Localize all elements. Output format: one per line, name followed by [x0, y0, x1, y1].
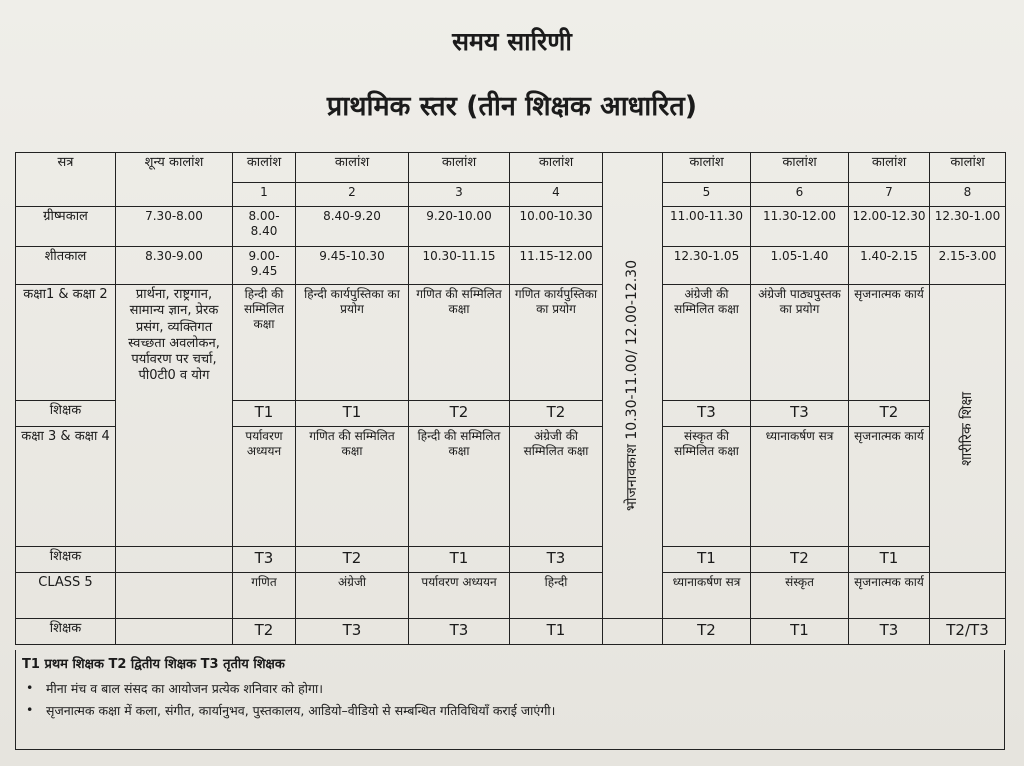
teacher-cell: T2	[849, 401, 930, 427]
subject-cell: गणित की सम्मिलित कक्षा	[409, 285, 510, 401]
zero-blank-cell	[116, 619, 233, 645]
timetable	[15, 152, 1006, 645]
period-header: कालांश	[296, 153, 409, 183]
teacher-cell: T2	[296, 547, 409, 573]
subject-cell: गणित की सम्मिलित कक्षा	[296, 427, 409, 547]
period-header: कालांश	[930, 153, 1006, 183]
period-number: 2	[296, 183, 409, 207]
physical-education-text: शारीरिक शिक्षा	[958, 391, 975, 466]
time-cell: 11.00-11.30	[663, 207, 751, 247]
zero-blank-cell	[116, 573, 233, 619]
subject-cell: अंग्रेजी पाठ्यपुस्तक का प्रयोग	[751, 285, 849, 401]
subject-cell: सृजनात्मक कार्य	[849, 573, 930, 619]
period-header: कालांश	[409, 153, 510, 183]
document-title: समय सारिणी	[452, 27, 572, 56]
time-cell: 9.20-10.00	[409, 207, 510, 247]
teacher-cell: T2	[751, 547, 849, 573]
period-header: कालांश	[510, 153, 603, 183]
teacher-cell: T1	[409, 547, 510, 573]
teacher-cell: T3	[233, 547, 296, 573]
class5-label: CLASS 5	[16, 573, 116, 619]
winter-row	[16, 247, 1006, 285]
teacher-cell: T3	[409, 619, 510, 645]
subject-cell: गणित कार्यपुस्तिका का प्रयोग	[510, 285, 603, 401]
subject-cell: हिन्दी की सम्मिलित कक्षा	[233, 285, 296, 401]
period-number: 6	[751, 183, 849, 207]
teacher-cell: T3	[296, 619, 409, 645]
subject-cell: हिन्दी की सम्मिलित कक्षा	[409, 427, 510, 547]
subject-cell: पर्यावरण अध्ययन	[409, 573, 510, 619]
subject-cell: गणित	[233, 573, 296, 619]
class34-teacher-row	[16, 547, 1006, 573]
note-item: • मीना मंच व बाल संसद का आयोजन प्रत्येक शनिवार को होगा।	[46, 680, 323, 697]
document-subtitle: प्राथमिक स्तर (तीन शिक्षक आधारित)	[326, 91, 698, 122]
period-header: कालांश	[233, 153, 296, 183]
header-row	[16, 153, 1006, 183]
class34-label: कक्षा 3 & कक्षा 4	[16, 427, 116, 547]
time-cell: 8.40-9.20	[296, 207, 409, 247]
period-header: कालांश	[751, 153, 849, 183]
zero-period-header: शून्य कालांश	[116, 153, 233, 207]
period-number: 1	[233, 183, 296, 207]
teacher-cell: T2	[233, 619, 296, 645]
summer-zero-time: 7.30-8.00	[116, 207, 233, 247]
teacher-label: शिक्षक	[16, 547, 116, 573]
zero-activity: प्रार्थना, राष्ट्रगान, सामान्य ज्ञान, प्रेरक प्रसंग, व्यक्तिगत स्वच्छता अवलोकन, पर्यावरण पर चर्चा, पी0टी0 व योग	[116, 285, 233, 547]
period-number: 4	[510, 183, 603, 207]
teacher-cell: T1	[233, 401, 296, 427]
class5-teacher-row	[16, 619, 1006, 645]
time-cell: 1.40-2.15	[849, 247, 930, 285]
teacher-cell: T2	[510, 401, 603, 427]
physical-education-cell	[930, 285, 1006, 573]
period-header: कालांश	[663, 153, 751, 183]
time-cell: 11.15-12.00	[510, 247, 603, 285]
subject-cell: संस्कृत	[751, 573, 849, 619]
teacher-legend: T1 प्रथम शिक्षक T2 द्वितीय शिक्षक T3 तृतीय शिक्षक	[22, 657, 285, 672]
teacher-cell: T2	[409, 401, 510, 427]
lunch-blank-cell	[603, 619, 663, 645]
subject-cell: सृजनात्मक कार्य	[849, 285, 930, 401]
teacher-cell: T1	[849, 547, 930, 573]
time-cell: 12.00-12.30	[849, 207, 930, 247]
winter-label: शीतकाल	[16, 247, 116, 285]
period-number: 8	[930, 183, 1006, 207]
period-number: 3	[409, 183, 510, 207]
note-item: • सृजनात्मक कक्षा में कला, संगीत, कार्यानुभव, पुस्तकालय, आडियो–वीडियो से सम्बन्धित गतिविधियाँ कराई जाएंगी।	[46, 702, 555, 719]
time-cell: 8.00-8.40	[233, 207, 296, 247]
subject-cell: अंग्रेजी की सम्मिलित कक्षा	[663, 285, 751, 401]
time-cell: 12.30-1.05	[663, 247, 751, 285]
subject-cell: ध्यानाकर्षण सत्र	[663, 573, 751, 619]
subject-cell: ध्यानाकर्षण सत्र	[751, 427, 849, 547]
teacher-cell: T3	[751, 401, 849, 427]
time-cell: 12.30-1.00	[930, 207, 1006, 247]
time-cell: 10.30-11.15	[409, 247, 510, 285]
time-cell: 2.15-3.00	[930, 247, 1006, 285]
time-cell: 11.30-12.00	[751, 207, 849, 247]
class12-label: कक्षा1 & कक्षा 2	[16, 285, 116, 401]
winter-zero-time: 8.30-9.00	[116, 247, 233, 285]
time-cell: 9.00-9.45	[233, 247, 296, 285]
subject-cell: हिन्दी	[510, 573, 603, 619]
teacher-cell: T1	[751, 619, 849, 645]
lunch-break-text: भोजनावकाश 10.30-11.00/ 12.00-12.30	[623, 260, 640, 511]
blank-cell	[930, 573, 1006, 619]
summer-label: ग्रीष्मकाल	[16, 207, 116, 247]
subject-cell: सृजनात्मक कार्य	[849, 427, 930, 547]
teacher-cell: T1	[296, 401, 409, 427]
zero-blank-cell	[116, 547, 233, 573]
subject-cell: अंग्रेजी	[296, 573, 409, 619]
period-header: कालांश	[849, 153, 930, 183]
summer-row	[16, 207, 1006, 247]
footer-notes	[15, 650, 1005, 750]
subject-cell: संस्कृत की सम्मिलित कक्षा	[663, 427, 751, 547]
teacher-cell: T2	[663, 619, 751, 645]
class5-row	[16, 573, 1006, 619]
teacher-cell: T3	[510, 547, 603, 573]
teacher-cell: T1	[663, 547, 751, 573]
period-number: 5	[663, 183, 751, 207]
subject-cell: अंग्रेजी की सम्मिलित कक्षा	[510, 427, 603, 547]
time-cell: 1.05-1.40	[751, 247, 849, 285]
time-cell: 10.00-10.30	[510, 207, 603, 247]
teacher-cell: T3	[849, 619, 930, 645]
subject-cell: पर्यावरण अध्ययन	[233, 427, 296, 547]
teacher-cell: T1	[510, 619, 603, 645]
period-number: 7	[849, 183, 930, 207]
teacher-cell: T3	[663, 401, 751, 427]
session-header: सत्र	[16, 153, 116, 207]
teacher-cell: T2/T3	[930, 619, 1006, 645]
teacher-label: शिक्षक	[16, 619, 116, 645]
lunch-break-cell	[603, 153, 663, 619]
class12-row	[16, 285, 1006, 401]
time-cell: 9.45-10.30	[296, 247, 409, 285]
subject-cell: हिन्दी कार्यपुस्तिका का प्रयोग	[296, 285, 409, 401]
teacher-label: शिक्षक	[16, 401, 116, 427]
